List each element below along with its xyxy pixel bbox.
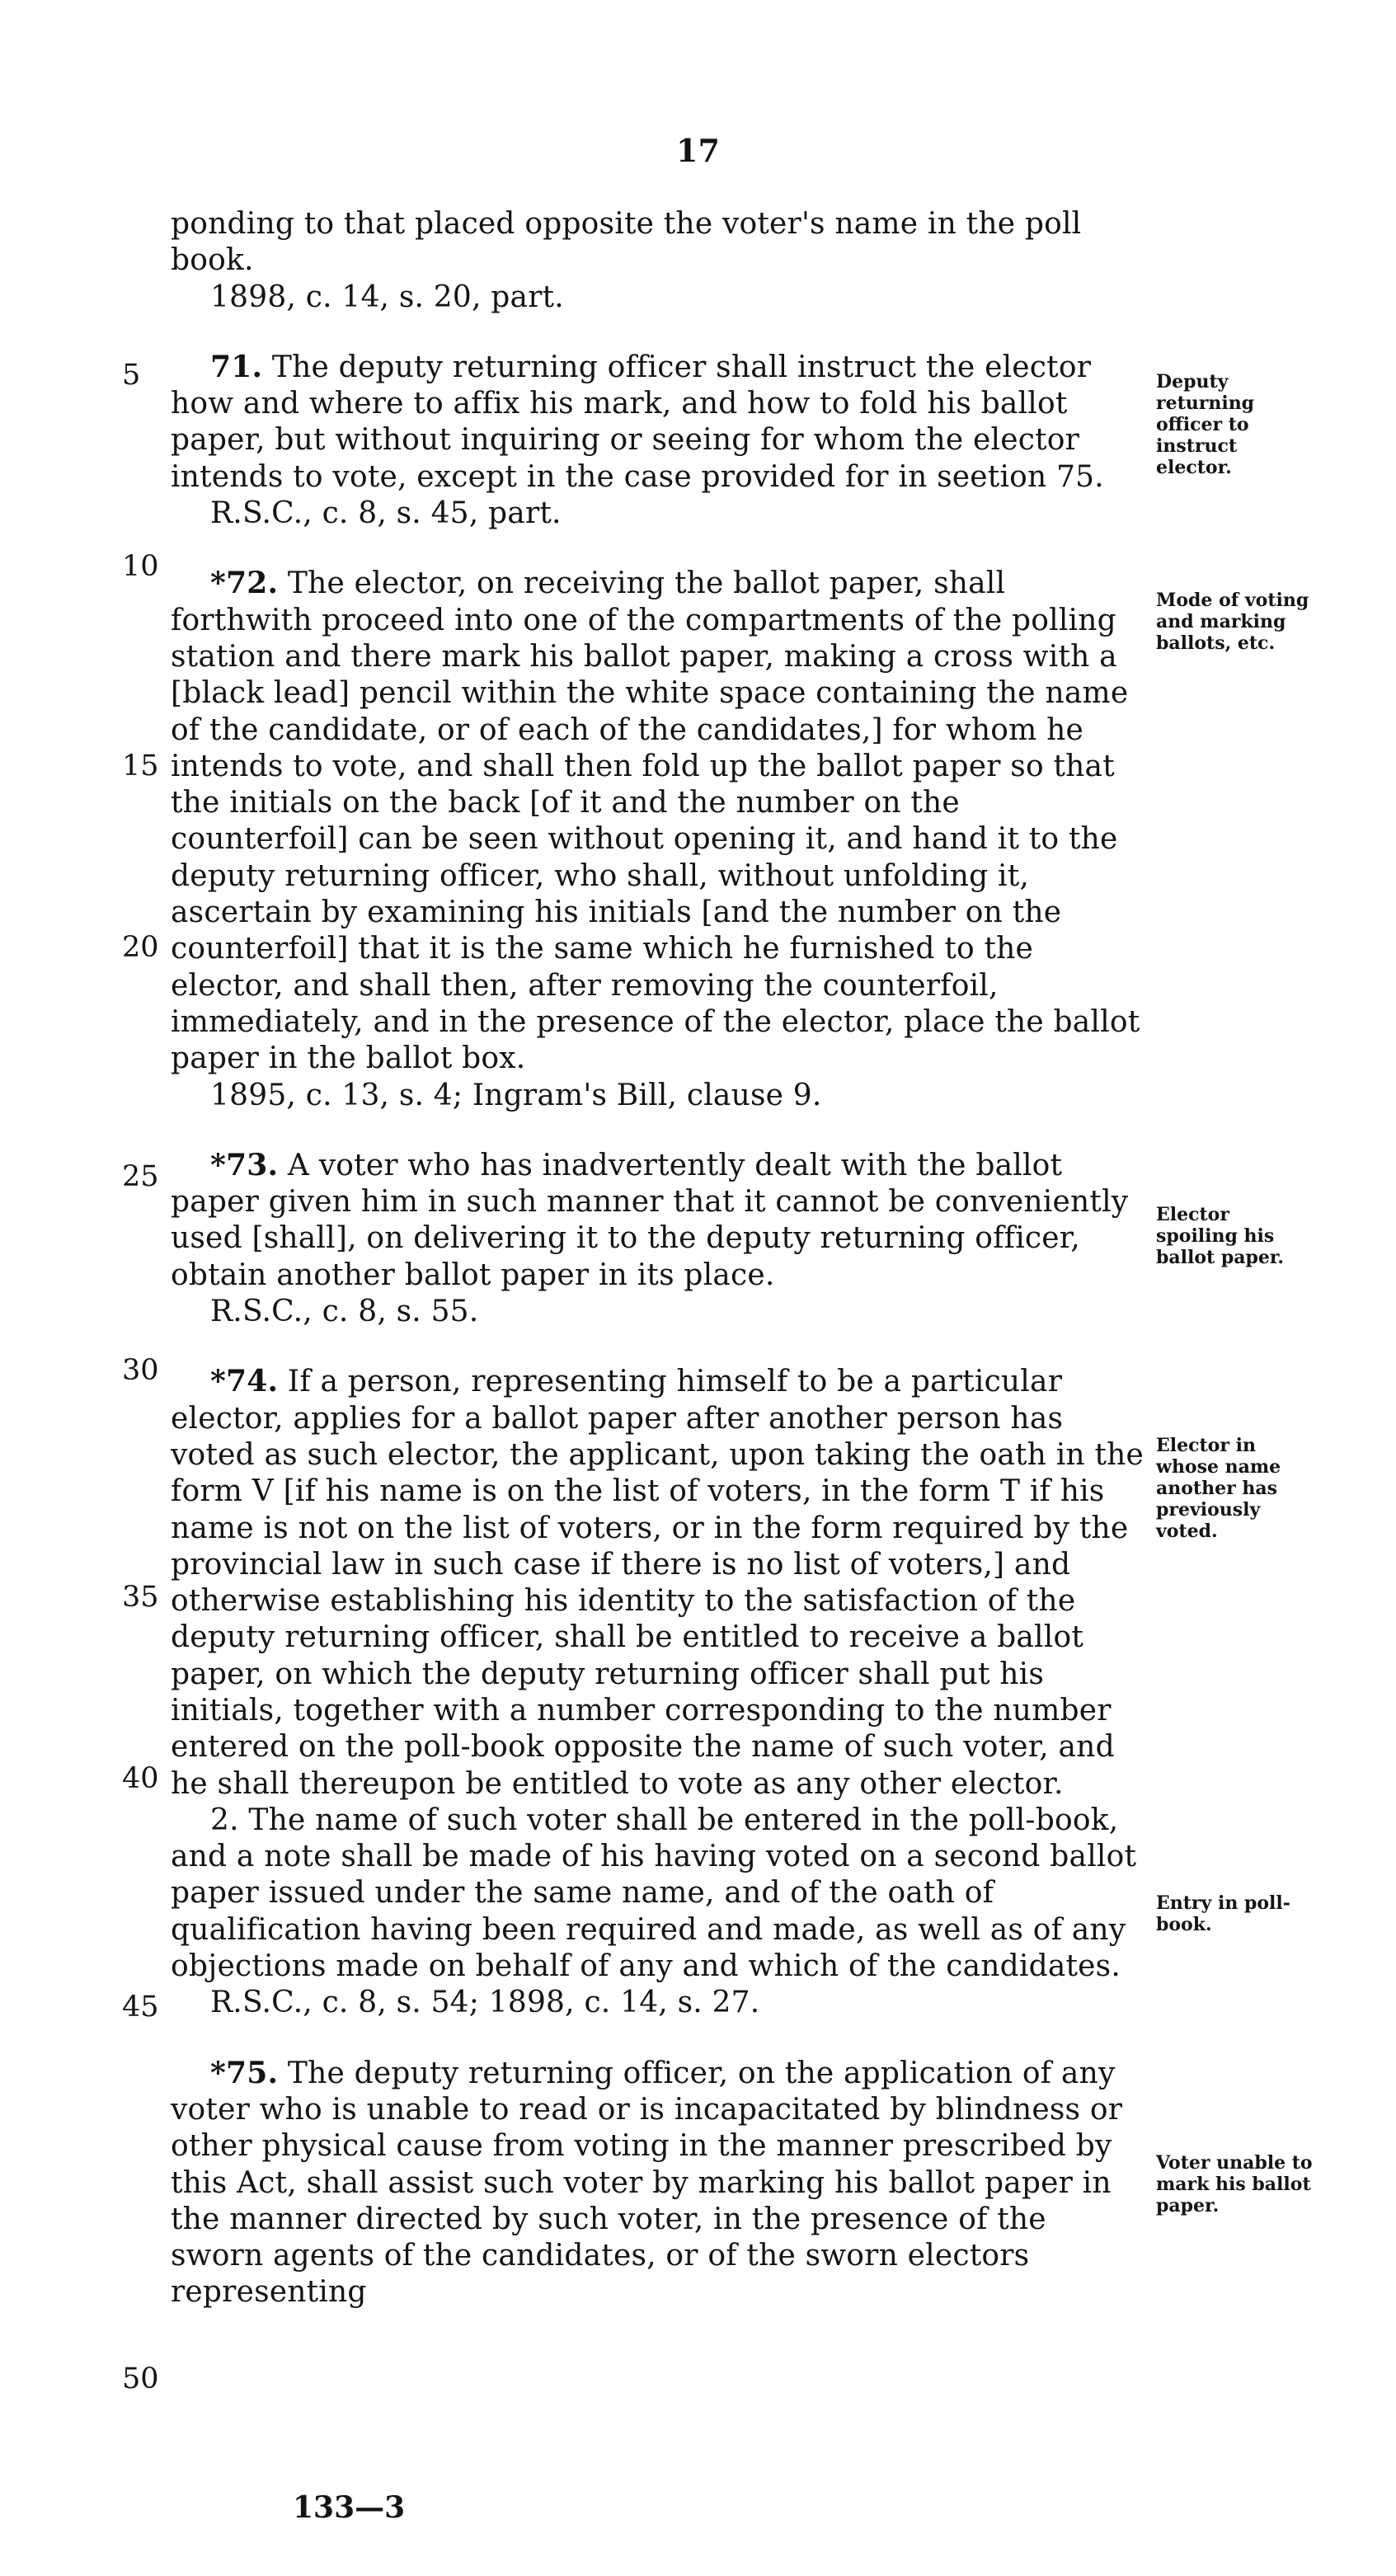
line-number: 10 bbox=[122, 550, 159, 583]
section-text: The deputy returning officer, on the application of any voter who is unable to read or is incapacitated by blindness or other physical cause from voting in the manner prescribed by this Act, shall assist such voter by marking his ballot paper in the manner directed by such voter, in the presence of the sworn agents of the candidates, or of the sworn electors representing bbox=[171, 2056, 1123, 2310]
section-number: *72. bbox=[210, 566, 279, 601]
margin-note: Mode of voting and marking ballots, etc. bbox=[1156, 590, 1309, 654]
citation: R.S.C., c. 8, s. 55. bbox=[210, 1295, 479, 1329]
citation: R.S.C., c. 8, s. 45, part. bbox=[210, 496, 562, 531]
margin-note: Voter unable to mark his ballot paper. bbox=[1156, 2152, 1313, 2216]
section-74 bbox=[171, 1363, 1147, 1803]
line-number: 25 bbox=[122, 1160, 159, 1193]
section-75 bbox=[171, 2055, 1147, 2311]
section-text: The deputy returning officer shall instruct the elector how and where to affix his mark, and how to fold his ballot paper, but without inquiring or seeing for whom the elector intends to vote, except in the case provided for in seetion 75. bbox=[171, 350, 1104, 494]
margin-note: Elector in whose name another has previously voted. bbox=[1156, 1435, 1281, 1542]
citation: R.S.C., c. 8, s. 54; 1898, c. 14, s. 27. bbox=[210, 1986, 760, 2020]
citation: 1895, c. 13, s. 4; Ingram's Bill, clause 9. bbox=[210, 1078, 822, 1112]
line-number: 35 bbox=[122, 1581, 159, 1614]
section-text: If a person, representing himself to be a particular elector, applies for a ballot paper after another person has voted as such elector, the applicant, upon taking the oath in the form V [if his name is on the list of voters, in the form T if his name is not on the list of voters, or in the form required by the provincial law in such case if there is no list of voters,] and otherwise establishing his identity to the satisfaction of the deputy returning officer, shall be entitled to receive a ballot paper, on which the deputy returning officer shall put his initials, together with a number corresponding to the number entered on the poll-book opposite the name of such voter, and he shall thereupon be entitled to vote as any other elector. bbox=[171, 1365, 1145, 1801]
margin-note: Deputy returning officer to instruct elector. bbox=[1156, 371, 1255, 478]
opening-paragraph: ponding to that placed opposite the voter's name in the poll book. bbox=[171, 207, 1082, 278]
line-number: 20 bbox=[122, 931, 159, 964]
section-number: *74. bbox=[210, 1364, 279, 1399]
line-number: 50 bbox=[122, 2362, 159, 2395]
section-text: A voter who has inadvertently dealt with the ballot paper given him in such manner that it cannot be conveniently used [shall], on delivering it to the deputy returning officer, obtain another ballot paper in its place. bbox=[171, 1148, 1129, 1292]
section-71 bbox=[171, 349, 1147, 496]
line-number: 30 bbox=[122, 1354, 159, 1387]
citation: 1898, c. 14, s. 20, part. bbox=[210, 280, 564, 314]
section-text: The elector, on receiving the ballot paper, shall forthwith proceed into one of the compartments of the polling station and there mark his ballot paper, making a cross with a [black lead] pencil within the white space containing the name of the candidate, or of each of the candidates,] for whom he intends to vote, and shall then fold up the ballot paper so that the initials on the back [of it and the number on the counterfoil] can be seen without opening it, and hand it to the deputy returning officer, who shall, without unfolding it, ascertain by examining his initials [and the number on the counterfoil] that it is the same which he furnished to the elector, and shall then, after removing the counterfoil, immediately, and in the presence of the elector, place the ballot paper in the ballot box. bbox=[171, 566, 1140, 1076]
section-number: *75. bbox=[210, 2055, 279, 2090]
margin-note: Entry in poll-book. bbox=[1156, 1892, 1290, 1935]
section-number: *73. bbox=[210, 1147, 279, 1182]
page-number: 17 bbox=[676, 132, 720, 169]
line-number: 40 bbox=[122, 1762, 159, 1795]
line-number: 5 bbox=[122, 359, 141, 392]
margin-note: Elector spoiling his ballot paper. bbox=[1156, 1204, 1285, 1268]
text-column bbox=[171, 206, 1147, 2311]
line-number: 15 bbox=[122, 750, 159, 783]
folio-signature: 133—3 bbox=[293, 2490, 406, 2525]
section-73 bbox=[171, 1147, 1147, 1294]
subsection: 2. The name of such voter shall be entered in the poll-book, and a note shall be made of his having voted on a second ballot paper issued under the same name, and of the oath of qualification having been required and made, as well as of any objections made on behalf of any and which of the candidates. bbox=[171, 1803, 1137, 1984]
section-number: 71. bbox=[210, 349, 263, 384]
line-number: 45 bbox=[122, 1991, 159, 2024]
section-72 bbox=[171, 565, 1147, 1077]
